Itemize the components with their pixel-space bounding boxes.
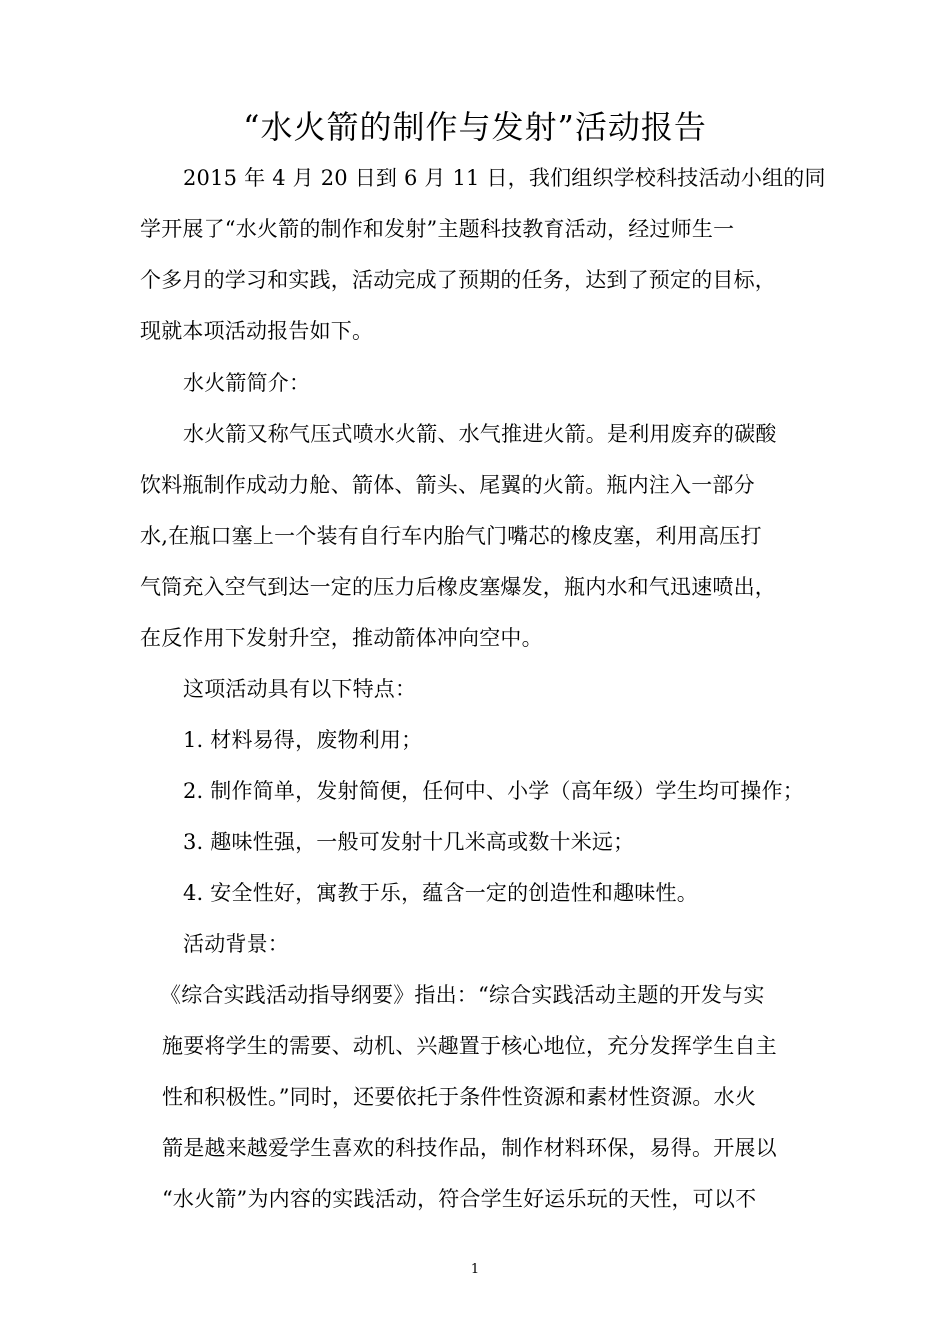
feature-item-4: 4. 安全性好，寓教于乐，蕴含一定的创造性和趣味性。 (183, 881, 698, 905)
page-number: 1 (470, 1262, 480, 1277)
intro-body-line-3: 水,在瓶口塞上一个装有自行车内胎气门嘴芯的橡皮塞，利用高压打 (140, 524, 762, 548)
document-title: “水火箭的制作与发射”活动报告 (243, 108, 707, 146)
background-line-2: 施要将学生的需要、动机、兴趣置于核心地位，充分发挥学生自主 (162, 1034, 777, 1058)
section-heading-intro: 水火箭简介： (183, 371, 311, 395)
background-line-5: “水火箭”为内容的实践活动，符合学生好运乐玩的天性，可以不 (162, 1187, 757, 1211)
background-line-3: 性和积极性。”同时，还要依托于条件性资源和素材性资源。水火 (162, 1085, 757, 1109)
intro-line-3: 个多月的学习和实践，活动完成了预期的任务，达到了预定的目标， (140, 268, 776, 292)
section-heading-features: 这项活动具有以下特点： (183, 677, 417, 701)
background-line-4: 箭是越来越爱学生喜欢的科技作品，制作材料环保，易得。开展以 (162, 1136, 777, 1160)
section-heading-background: 活动背景： (183, 932, 289, 956)
feature-item-1: 1. 材料易得，废物利用； (183, 728, 423, 752)
intro-line-2: 学开展了“水火箭的制作和发射”主题科技教育活动，经过师生一 (140, 217, 735, 241)
feature-item-2: 2. 制作简单，发射简便，任何中、小学（高年级）学生均可操作； (183, 779, 804, 803)
intro-body-line-5: 在反作用下发射升空，推动箭体冲向空中。 (140, 626, 543, 650)
background-line-1: 《综合实践活动指导纲要》指出：“综合实践活动主题的开发与实 (160, 983, 765, 1007)
intro-body-line-1: 水火箭又称气压式喷水火箭、水气推进火箭。是利用废弃的碳酸 (183, 422, 777, 446)
intro-line-4: 现就本项活动报告如下。 (140, 319, 374, 343)
intro-line-1: 2015 年 4 月 20 日到 6 月 11 日，我们组织学校科技活动小组的同 (183, 166, 826, 190)
intro-body-line-2: 饮料瓶制作成动力舱、箭体、箭头、尾翼的火箭。瓶内注入一部分 (140, 473, 755, 497)
feature-item-3: 3. 趣味性强，一般可发射十几米高或数十米远； (183, 830, 635, 854)
intro-body-line-4: 气筒充入空气到达一定的压力后橡皮塞爆发，瓶内水和气迅速喷出， (140, 575, 776, 599)
